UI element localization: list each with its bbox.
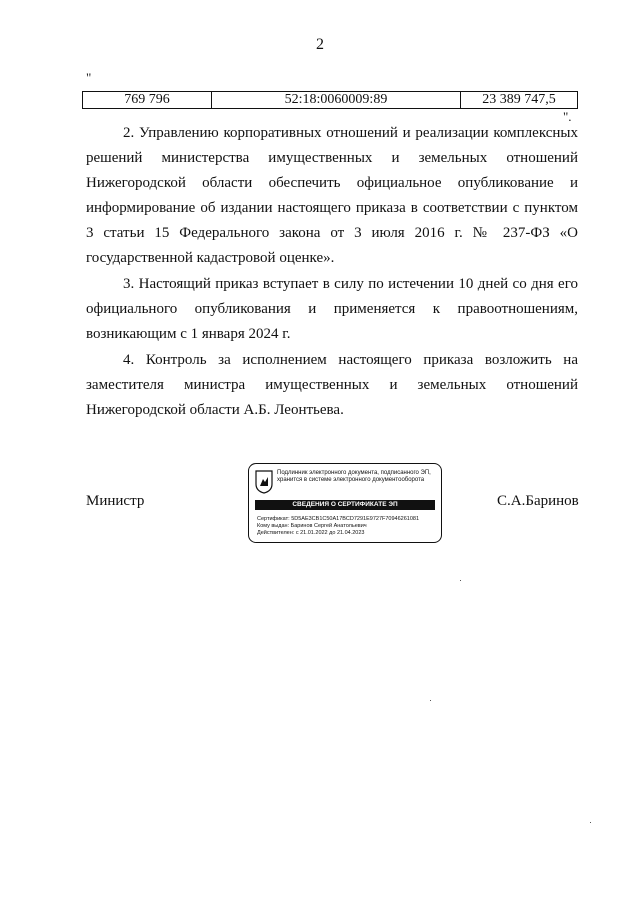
scan-speck bbox=[590, 822, 591, 823]
table-cell-cadastral-number: 52:18:0060009:89 bbox=[212, 92, 461, 109]
cadastral-table bbox=[82, 91, 578, 109]
paragraph-4: 4. Контроль за исполнением настоящего приказа возложить на заместителя министра имущественных и земельных отношений Нижегородской области А.Б. Леонтьева. bbox=[86, 352, 578, 418]
page-number: 2 bbox=[316, 36, 324, 53]
stamp-header: Подлинник электронного документа, подписанного ЭП, хранится в системе электронного документооборота bbox=[277, 470, 431, 483]
stamp-certificate: Сертификат: 5D5AE3CB1C50A17BCD7291E9727F70946261081 bbox=[257, 516, 420, 522]
stamp-banner: СВЕДЕНИЯ О СЕРТИФИКАТЕ ЭП bbox=[255, 500, 435, 510]
opening-quote: " bbox=[86, 70, 92, 85]
coat-of-arms-icon bbox=[255, 470, 273, 494]
paragraph-3: 3. Настоящий приказ вступает в силу по истечении 10 дней со дня его официального опубликования и применяется к правоотношениям, возникающим с 1 января 2024 г. bbox=[86, 276, 578, 342]
signer-title: Министр bbox=[86, 493, 145, 509]
paragraph-2: 2. Управлению корпоративных отношений и реализации комплексных решений министерства имущественных и земельных отношений Нижегородской области обеспечить официальное опубликование и информирование об издании настоящего приказа в соответствии с пунктом 3 статьи 15 Федерального закона от 3 июля 2016 г. № 237-ФЗ «О государственной кадастровой оценке». bbox=[86, 125, 578, 266]
stamp-validity: Действителен: с 21.01.2022 до 21.04.2023 bbox=[257, 530, 365, 536]
electronic-signature-stamp bbox=[248, 463, 442, 543]
table-cell-area: 769 796 bbox=[83, 92, 212, 109]
table-row bbox=[83, 92, 578, 109]
table-cell-cadastral-value: 23 389 747,5 bbox=[461, 92, 578, 109]
closing-quote: ". bbox=[563, 109, 572, 124]
stamp-owner: Кому выдан: Баринов Сергей Анатольевич bbox=[257, 523, 367, 529]
scan-speck bbox=[430, 700, 431, 701]
scan-speck bbox=[460, 580, 461, 581]
signer-name: С.А.Баринов bbox=[497, 493, 579, 509]
